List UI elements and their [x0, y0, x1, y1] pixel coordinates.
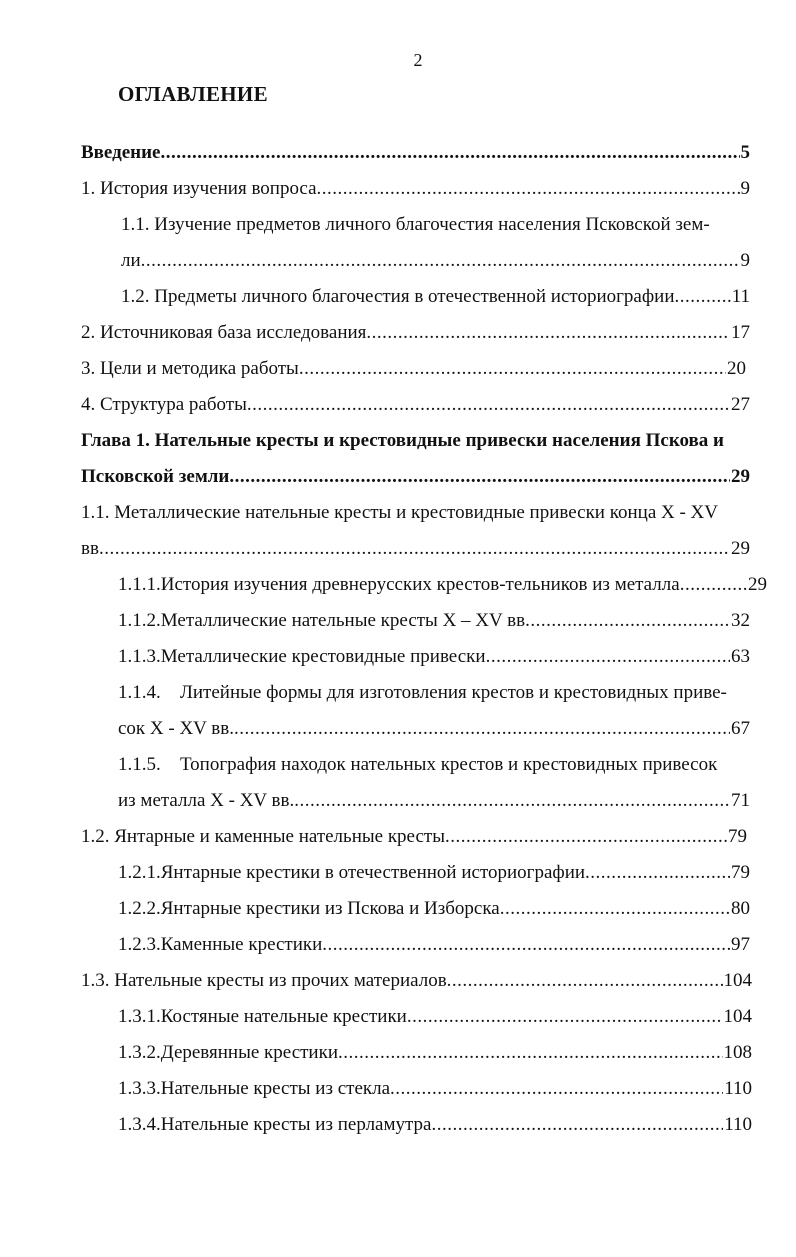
- toc-entry-1-2-1[interactable]: [118, 858, 750, 888]
- toc-entry-title: 1.3. Нательные кресты из прочих материалов: [81, 970, 447, 991]
- toc-entry-ch1-1-1-cont[interactable]: [81, 534, 750, 564]
- toc-entry-page: 27: [731, 394, 750, 415]
- toc-entry-page: 32: [731, 610, 750, 631]
- toc-entry-number: 1.1.4.: [118, 682, 161, 703]
- toc-leader-dots: [486, 642, 730, 672]
- toc-entry-title: История изучения древнерусских крестов-тельников из металла: [160, 574, 680, 595]
- toc-leader-dots: [317, 174, 740, 204]
- toc-leader-dots: [525, 606, 730, 636]
- toc-entry-page: 9: [740, 250, 750, 271]
- toc-entry-chapter-1-cont[interactable]: [81, 462, 750, 492]
- toc-entry-title: Янтарные крестики из Пскова и Изборска: [160, 898, 500, 919]
- toc-entry-title: Псковской земли: [81, 466, 230, 487]
- toc-leader-dots: [338, 1038, 723, 1068]
- toc-entry-1-1[interactable]: [121, 210, 750, 240]
- toc-entry-title: Янтарные крестики в отечественной историографии: [160, 862, 586, 883]
- toc-entry-chapter-1[interactable]: [81, 426, 761, 456]
- toc-entry-title: Литейные формы для изготовления крестов и крестовидных приве-: [180, 682, 727, 703]
- toc-entry-title: 1.1. Металлические нательные кресты и крестовидные привески конца Х - XV: [81, 502, 718, 523]
- toc-entry-title: Деревянные крестики: [160, 1042, 338, 1063]
- toc-leader-dots: [141, 246, 740, 276]
- toc-leader-dots: [585, 858, 730, 888]
- toc-entry-page: 29: [748, 574, 767, 595]
- toc-entry-introduction[interactable]: [81, 138, 750, 168]
- toc-entry-1-1-4[interactable]: [118, 678, 750, 708]
- toc-leader-dots: [431, 1110, 723, 1140]
- toc-entry-page: 11: [731, 286, 750, 307]
- toc-leader-dots: [229, 462, 730, 492]
- toc-entry-1-3-4[interactable]: [118, 1110, 752, 1140]
- toc-entry-1-1-2[interactable]: [118, 606, 750, 636]
- toc-leader-dots: [680, 570, 747, 600]
- toc-entry-title: Топография находок нательных крестов и крестовидных привесок: [180, 754, 718, 775]
- toc-entry-2[interactable]: [81, 318, 750, 348]
- toc-entry-title: Металлические нательные кресты X – XV вв: [160, 610, 526, 631]
- toc-entry-number: 1.3.2.: [118, 1042, 161, 1063]
- toc-entry-title: Металлические крестовидные привески: [160, 646, 486, 667]
- page-number: 2: [413, 50, 423, 70]
- toc-entry-title: Нательные кресты из стекла: [160, 1078, 391, 1099]
- toc-leader-dots: [99, 534, 730, 564]
- toc-entry-ch1-1-3[interactable]: [81, 966, 752, 996]
- toc-entry-title: Введение: [81, 142, 161, 163]
- toc-entry-page: 17: [731, 322, 750, 343]
- toc-leader-dots: [407, 1002, 723, 1032]
- toc-entry-page: 29: [731, 466, 750, 487]
- toc-entry-1-2-3[interactable]: [118, 930, 750, 960]
- toc-entry-page: 29: [731, 538, 750, 559]
- toc-entry-page: 9: [740, 178, 750, 199]
- toc-entry-number: 1.1.3.: [118, 646, 161, 667]
- toc-entry-title: 4. Структура работы: [81, 394, 247, 415]
- toc-leader-dots: [299, 354, 726, 384]
- toc-entry-1-2[interactable]: [121, 282, 750, 312]
- toc-leader-dots: [447, 966, 723, 996]
- toc-entry-ch1-1-2[interactable]: [81, 822, 747, 852]
- toc-entry-title: 1.1. Изучение предметов личного благочестия населения Псковской зем-: [121, 214, 710, 235]
- toc-entry-number: 1.1.2.: [118, 610, 161, 631]
- toc-entry-number: 1.3.3.: [118, 1078, 161, 1099]
- toc-entry-number: 1.2.2.: [118, 898, 161, 919]
- toc-entry-title: Каменные крестики: [160, 934, 323, 955]
- toc-leader-dots: [500, 894, 730, 924]
- toc-heading: ОГЛАВЛЕНИЕ: [118, 82, 268, 106]
- toc-entry-number: 1.2.3.: [118, 934, 161, 955]
- toc-leader-dots: [322, 930, 730, 960]
- toc-entry-1-3-2[interactable]: [118, 1038, 752, 1068]
- toc-entry-title: Нательные кресты из перламутра: [160, 1114, 432, 1135]
- toc-entry-page: 80: [731, 898, 750, 919]
- toc-entry-title: 1.2. Янтарные и каменные нательные кресты: [81, 826, 445, 847]
- toc-entry-1-3-1[interactable]: [118, 1002, 752, 1032]
- toc-entry-title: 2. Источниковая база исследования: [81, 322, 367, 343]
- toc-entry-title: ли: [121, 250, 141, 271]
- toc-entry-4[interactable]: [81, 390, 750, 420]
- toc-entry-1-1-5[interactable]: [118, 750, 750, 780]
- toc-entry-title: из металла X - XV вв.: [118, 790, 295, 811]
- toc-leader-dots: [294, 786, 730, 816]
- toc-entry-title: 3. Цели и методика работы: [81, 358, 299, 379]
- toc-entry-number: 1.2.1.: [118, 862, 161, 883]
- toc-entry-ch1-1-1[interactable]: [81, 498, 750, 528]
- toc-entry-number: 1.3.4.: [118, 1114, 161, 1135]
- toc-entry-number: 1.1.1.: [118, 574, 161, 595]
- toc-entry-page: 71: [731, 790, 750, 811]
- toc-leader-dots: [390, 1074, 723, 1104]
- toc-entry-number: 1.1.5.: [118, 754, 161, 775]
- toc-entry-page: 104: [723, 1006, 752, 1027]
- toc-entry-1-1-1[interactable]: [118, 570, 767, 600]
- toc-entry-title: Костяные нательные крестики: [160, 1006, 407, 1027]
- toc-entry-page: 97: [731, 934, 750, 955]
- toc-leader-dots: [234, 714, 730, 744]
- toc-leader-dots: [675, 282, 731, 312]
- toc-leader-dots: [247, 390, 730, 420]
- toc-entry-1-1-cont[interactable]: [121, 246, 750, 276]
- toc-entry-title: 1. История изучения вопроса: [81, 178, 317, 199]
- toc-entry-1-1-5-cont[interactable]: [118, 786, 750, 816]
- toc-entry-page: 104: [723, 970, 752, 991]
- toc-entry-page: 79: [731, 862, 750, 883]
- toc-entry-page: .79: [723, 826, 747, 847]
- toc-entry-page: 110: [724, 1078, 752, 1099]
- toc-entry-page: 20: [727, 358, 746, 379]
- toc-entry-title: сок X - XV вв.: [118, 718, 235, 739]
- toc-entry-page: 108: [723, 1042, 752, 1063]
- toc-entry-1-1-4-cont[interactable]: [118, 714, 750, 744]
- toc-entry-title: Глава 1. Нательные кресты и крестовидные привески населения Пскова и: [81, 430, 724, 451]
- toc-entry-1[interactable]: [81, 174, 750, 204]
- toc-leader-dots: [161, 138, 740, 168]
- toc-entry-title: 1.2. Предметы личного благочестия в отечественной историографии: [121, 286, 675, 307]
- toc-entry-title: вв: [81, 538, 99, 559]
- toc-entry-3[interactable]: [81, 354, 746, 384]
- toc-leader-dots: [366, 318, 730, 348]
- toc-entry-page: 67: [731, 718, 750, 739]
- toc-entry-1-1-3[interactable]: [118, 642, 750, 672]
- toc-entry-page: 5: [740, 142, 750, 163]
- toc-entry-number: 1.3.1.: [118, 1006, 161, 1027]
- toc-entry-1-2-2[interactable]: [118, 894, 750, 924]
- toc-entry-page: 110: [724, 1114, 752, 1135]
- toc-leader-dots: [445, 822, 722, 852]
- toc-entry-page: 63: [731, 646, 750, 667]
- toc-entry-1-3-3[interactable]: [118, 1074, 752, 1104]
